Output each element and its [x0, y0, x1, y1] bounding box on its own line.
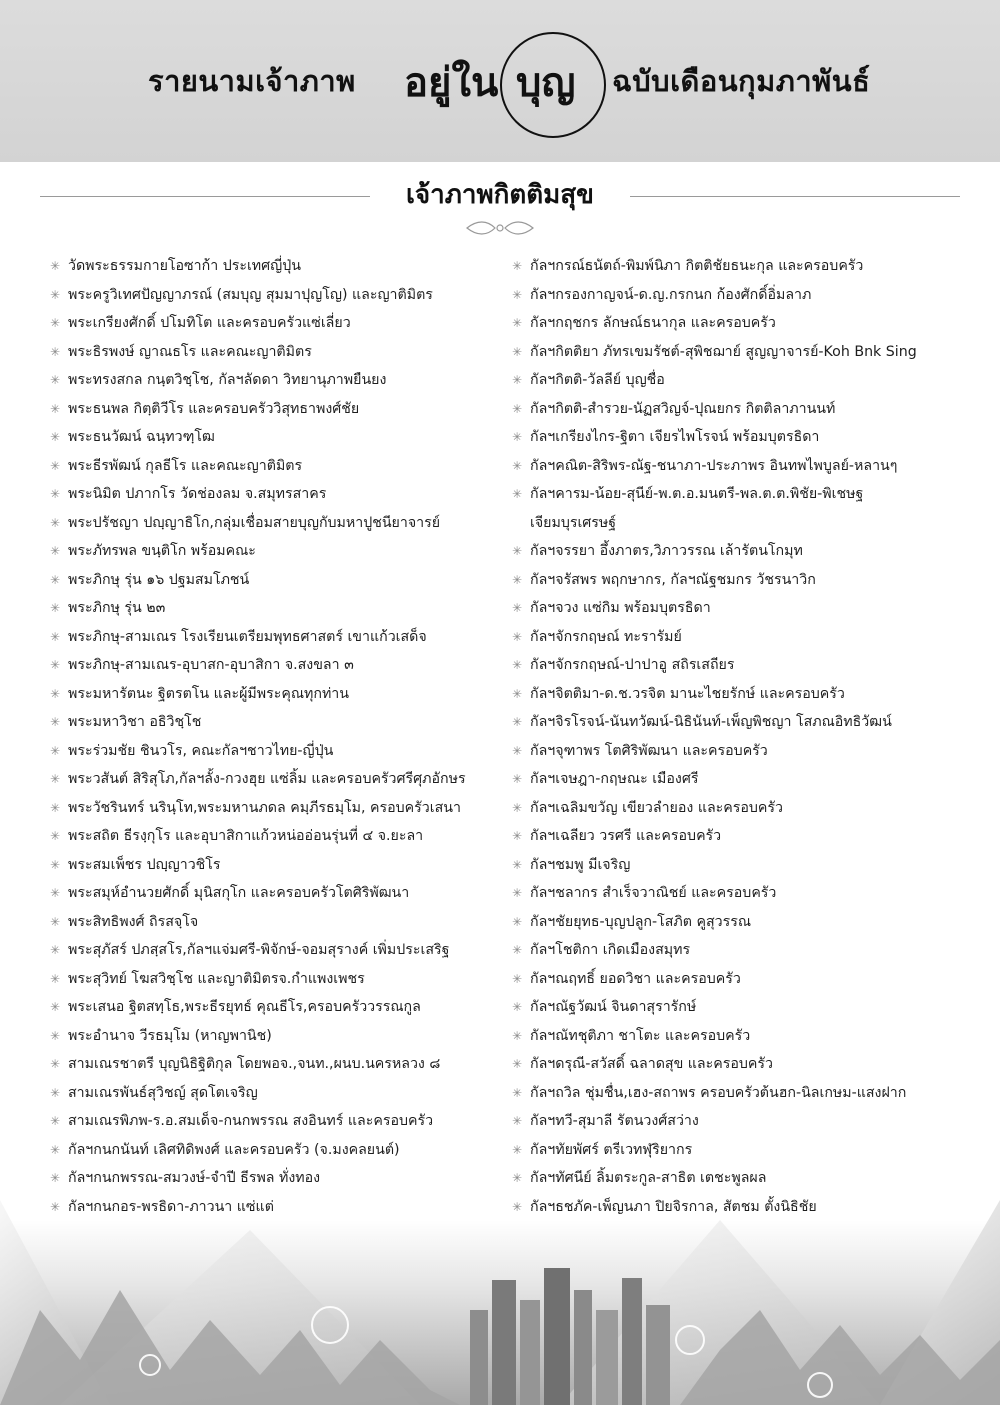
sponsor-entry	[50, 366, 490, 395]
sponsor-name: กัลฯทัยพัศร์ ตรีเวทฬุริยากร	[530, 1141, 693, 1158]
sponsor-entry	[512, 1050, 982, 1079]
sponsor-name: กัลฯจรรยา อึ้งภาตร,วิภาวรรณ เล้ารัตนโกมุท	[530, 543, 803, 559]
sponsor-name: สามเณรพันธ์สุวิชญ์ สุดโตเจริญ	[68, 1084, 258, 1101]
asterisk-bullet-icon: ✳	[50, 686, 61, 701]
sponsor-entry	[50, 338, 490, 367]
sponsor-entry	[50, 708, 490, 737]
sponsor-name: กัลฯทัศนีย์ ลิ้มตระกูล-สาธิต เตชะพูลผล	[530, 1170, 767, 1186]
asterisk-bullet-icon: ✳	[50, 914, 61, 929]
sponsor-name: พระสิทธิพงศ์ ถิรสจฺโจ	[68, 913, 199, 930]
sponsor-name: พระธนวัฒน์ ฉนฺทวฑฺโฒ	[68, 429, 215, 445]
asterisk-bullet-icon: ✳	[50, 1085, 61, 1100]
asterisk-bullet-icon: ✳	[512, 1142, 523, 1157]
sponsor-name: กัลฯจิตติมา-ด.ช.วรจิต มานะไชยรักษ์ และครอบครัว	[530, 685, 845, 702]
asterisk-bullet-icon: ✳	[50, 629, 61, 644]
sponsor-entry	[50, 623, 490, 652]
sponsor-name: กัลฯจรัสพร พฤกษากร, กัลฯณัฐชมกร วัชรนาวิก	[530, 571, 816, 588]
sponsor-list-right	[512, 252, 982, 1250]
sponsor-entry	[50, 309, 490, 338]
sponsor-entry	[512, 879, 982, 908]
sponsor-name: พระภัทรพล ขนฺติโก พร้อมคณะ	[68, 543, 256, 559]
sponsor-name: กัลฯกนกนันท์ เลิศทิดิพงศ์ และครอบครัว (จ.มงคลยนต์)	[68, 1141, 400, 1158]
asterisk-bullet-icon: ✳	[50, 1000, 61, 1014]
asterisk-bullet-icon: ✳	[512, 886, 523, 900]
sponsor-entry	[512, 1079, 982, 1108]
asterisk-bullet-icon: ✳	[512, 658, 523, 672]
sponsor-name: พระธนพล กิตฺติวีโร และครอบครัววิสุทธาพงศ์ชัย	[68, 400, 360, 417]
asterisk-bullet-icon: ✳	[50, 829, 61, 843]
sponsor-entry	[50, 851, 490, 880]
sponsor-entry	[50, 566, 490, 595]
sponsor-entry	[50, 281, 490, 310]
asterisk-bullet-icon: ✳	[50, 430, 61, 444]
asterisk-bullet-icon: ✳	[512, 316, 523, 330]
sponsor-entry	[512, 822, 982, 851]
asterisk-bullet-icon: ✳	[512, 971, 523, 986]
logo	[398, 30, 612, 140]
sponsor-entry	[50, 423, 490, 452]
asterisk-bullet-icon: ✳	[50, 1199, 61, 1214]
sponsor-name: พระเกรียงศักดิ์ ปโมทิโต และครอบครัวแซ่เลี่ยว	[68, 315, 351, 331]
sponsor-name: พระทรงสกล กนฺตวิชฺโช, กัลฯลัดดา วิทยานุภาพยืนยง	[68, 372, 387, 388]
asterisk-bullet-icon: ✳	[512, 743, 523, 758]
sponsor-name: กัลฯจักรกฤษณ์-ปาปาอู สถิรเสถียร	[530, 657, 735, 673]
sponsor-entry	[512, 1107, 982, 1136]
asterisk-bullet-icon: ✳	[50, 1057, 61, 1071]
asterisk-bullet-icon: ✳	[50, 743, 61, 758]
header-left-title: รายนามเจ้าภาพ	[148, 64, 356, 98]
asterisk-bullet-icon: ✳	[50, 572, 61, 587]
sponsor-name: กัลฯกิตติ-วัลลีย์ บุญชื่อ	[530, 372, 665, 388]
sponsor-name: กัลฯณฤทธิ์ ยอดวิชา และครอบครัว	[530, 970, 741, 987]
asterisk-bullet-icon: ✳	[512, 800, 523, 815]
sponsor-entry	[50, 480, 490, 509]
sponsor-entry	[50, 395, 490, 424]
sponsor-name: พระภิกษุ รุ่น ๒๓	[68, 600, 166, 616]
sponsor-name: กัลฯคณิต-สิริพร-ณัฐ-ชนาภา-ประภาพร อินทพไพบูลย์-หลานๆ	[530, 457, 898, 474]
sponsor-list-left	[50, 252, 490, 1250]
sponsor-name: พระภิกษุ-สามเณร โรงเรียนเตรียมพุทธศาสตร์ เขาแก้วเสด็จ	[68, 628, 427, 645]
asterisk-bullet-icon: ✳	[512, 1114, 523, 1128]
asterisk-bullet-icon: ✳	[50, 401, 61, 416]
sponsor-name: กัลฯกิตติ-สำรวย-นัฏสวิญจ์-ปุณยกร กิตติลาภานนท์	[530, 400, 836, 417]
sponsor-name: พระธีรพัฒน์ กุลธีโร และคณะญาติมิตร	[68, 457, 303, 474]
asterisk-bullet-icon: ✳	[512, 344, 523, 359]
asterisk-bullet-icon: ✳	[512, 829, 523, 843]
sponsor-name: กัลฯกรองกาญจน์-ด.ญ.กรกนก ก้องศักดิ์อิ่มลาภ	[530, 286, 812, 303]
sponsor-name: พระสุวิทย์ โฆสวิชฺโช และญาติมิตรจ.กำแพงเพชร	[68, 970, 365, 987]
asterisk-bullet-icon: ✳	[50, 857, 61, 872]
sponsor-name: กัลฯจุฑาพร โตศิริพัฒนา และครอบครัว	[530, 742, 768, 759]
sponsor-name: กัลฯกนกอร-พรธิดา-ภาวนา แซ่แต่	[68, 1198, 274, 1215]
asterisk-bullet-icon: ✳	[50, 800, 61, 815]
asterisk-bullet-icon: ✳	[512, 544, 523, 558]
asterisk-bullet-icon: ✳	[512, 572, 523, 587]
sponsor-name: กัลฯณัฐวัฒน์ จินดาสุรารักษ์	[530, 999, 697, 1015]
sponsor-name: กัลฯกนกพรรณ-สมวงษ์-จำปี ธีรพล ทั่งทอง	[68, 1170, 321, 1186]
asterisk-bullet-icon: ✳	[50, 772, 61, 786]
sponsor-entry	[512, 452, 982, 481]
sponsor-entry	[50, 594, 490, 623]
sponsor-name: พระธิรพงษ์ ญาณธโร และคณะญาติมิตร	[68, 343, 312, 360]
sponsor-name: กัลฯดรุณี-สวัสดิ์ ฉลาดสุข และครอบครัว	[530, 1056, 773, 1072]
sponsor-name: สามเณรชาตรี บุญนิธิฐิติกุล โดยพอจ.,จนท.,ผนบ.นครหลวง ๘	[68, 1056, 441, 1072]
asterisk-bullet-icon: ✳	[50, 487, 61, 501]
asterisk-bullet-icon: ✳	[50, 658, 61, 672]
sponsor-name: กัลฯณัทชุติภา ชาโตะ และครอบครัว	[530, 1027, 751, 1044]
sponsor-name: กัลฯกิตติยา ภัทรเขมรัชต์-สุพิชฌาย์ สูญญาจารย์-Koh Bnk Sing	[530, 343, 917, 360]
sponsor-entry	[512, 737, 982, 766]
asterisk-bullet-icon: ✳	[512, 715, 523, 729]
sponsor-name: กัลฯกฤชกร ลักษณ์ธนากุล และครอบครัว	[530, 315, 776, 331]
sponsor-name: วัดพระธรรมกายโอซาก้า ประเทศญี่ปุ่น	[68, 258, 301, 274]
asterisk-bullet-icon: ✳	[512, 487, 523, 501]
logo-word-1: อยู่ใน	[404, 59, 499, 106]
sponsor-name: พระสมุห์อำนวยศักดิ์ มุนิสกุโก และครอบครัวโตศิริพัฒนา	[68, 885, 410, 901]
asterisk-bullet-icon: ✳	[50, 971, 61, 986]
asterisk-bullet-icon: ✳	[512, 259, 523, 273]
sponsor-name: เจียมบุรเศรษฐ์	[530, 514, 617, 531]
sponsor-name: พระเสนอ ฐิตสทฺโธ,พระธีรยุทธ์ คุณธีโร,ครอบครัววรรณกูล	[68, 999, 421, 1015]
sponsor-name: พระสมเพ็ชร ปญฺญาวชิโร	[68, 856, 221, 873]
asterisk-bullet-icon: ✳	[512, 601, 523, 615]
asterisk-bullet-icon: ✳	[50, 1028, 61, 1043]
sponsor-name: พระภิกษุ-สามเณร-อุบาสก-อุบาสิกา จ.สงขลา ๓	[68, 657, 354, 673]
sponsor-entry	[50, 879, 490, 908]
asterisk-bullet-icon: ✳	[512, 1057, 523, 1071]
asterisk-bullet-icon: ✳	[50, 886, 61, 900]
sponsor-name: กัลฯโชติกา เกิดเมืองสมุทร	[530, 942, 691, 958]
sponsor-entry	[50, 1079, 490, 1108]
sponsor-entry	[512, 765, 982, 794]
asterisk-bullet-icon: ✳	[50, 544, 61, 558]
sponsor-name: พระอำนาจ วีรธมฺโม (หาญพานิช)	[68, 1027, 272, 1044]
sponsor-entry	[512, 480, 982, 509]
sponsor-entry	[50, 737, 490, 766]
sponsor-entry	[512, 281, 982, 310]
sponsor-name: พระวสันต์ สิริสุโภ,กัลฯลั้ง-กวงฮุย แซ่ลิ้ม และครอบครัวศรีศุภอักษร	[68, 771, 466, 787]
asterisk-bullet-icon: ✳	[512, 401, 523, 416]
sponsor-name: กัลฯจวง แซ่กิม พร้อมบุตรธิดา	[530, 600, 711, 616]
sponsor-name: กัลฯเฉลียว วรศรี และครอบครัว	[530, 828, 722, 844]
asterisk-bullet-icon: ✳	[50, 344, 61, 359]
asterisk-bullet-icon: ✳	[512, 1085, 523, 1100]
sponsor-name: กัลฯชัยยุทธ-บุญปลูก-โสภิต คูสุวรรณ	[530, 913, 752, 930]
asterisk-bullet-icon: ✳	[512, 629, 523, 644]
sponsor-name: กัลฯกรณ์ธนัตถ์-พิมพ์นิภา กิตติชัยธนะกุล และครอบครัว	[530, 258, 864, 274]
asterisk-bullet-icon: ✳	[50, 458, 61, 473]
sponsor-entry	[512, 338, 982, 367]
sponsor-entry	[512, 680, 982, 709]
sponsor-entry	[512, 936, 982, 965]
sponsor-entry	[512, 509, 982, 538]
asterisk-bullet-icon: ✳	[512, 1000, 523, 1014]
asterisk-bullet-icon: ✳	[50, 1114, 61, 1128]
sponsor-name: พระครูวิเทศปัญญาภรณ์ (สมบุญ สุมมาปุญโญ) และญาติมิตร	[68, 286, 433, 303]
sponsor-entry	[50, 1050, 490, 1079]
ornament-icon	[465, 218, 535, 238]
sponsor-name: กัลฯชมพู มีเจริญ	[530, 856, 631, 873]
sponsor-entry	[512, 965, 982, 994]
sponsor-name: พระภิกษุ รุ่น ๑๖ ปฐมสมโภชน์	[68, 571, 250, 588]
sponsor-entry	[512, 423, 982, 452]
asterisk-bullet-icon: ✳	[512, 943, 523, 957]
asterisk-bullet-icon: ✳	[50, 1171, 61, 1185]
sponsor-entry	[50, 993, 490, 1022]
sponsor-name: สามเณรพิภพ-ร.อ.สมเด็จ-กนกพรรณ สงอินทร์ และครอบครัว	[68, 1113, 434, 1129]
footer-crystal-illustration	[0, 1160, 1000, 1405]
sponsor-name: กัลฯจิรโรจน์-นันทวัฒน์-นิธินันท์-เพ็ญพิชญา โสภณอิทธิวัฒน์	[530, 714, 892, 730]
sponsor-entry	[50, 452, 490, 481]
asterisk-bullet-icon: ✳	[512, 430, 523, 444]
sponsor-entry	[50, 1022, 490, 1051]
sponsor-name: กัลฯชลากร สำเร็จวาณิชย์ และครอบครัว	[530, 885, 777, 901]
sponsor-entry	[50, 651, 490, 680]
asterisk-bullet-icon: ✳	[512, 772, 523, 786]
header-right-title: ฉบับเดือนกุมภาพันธ์	[612, 64, 871, 98]
sponsor-entry	[50, 822, 490, 851]
sponsor-entry	[50, 1107, 490, 1136]
asterisk-bullet-icon: ✳	[50, 373, 61, 387]
sponsor-entry	[512, 708, 982, 737]
asterisk-bullet-icon: ✳	[512, 857, 523, 872]
sponsor-name: พระปรัชญา ปญฺญาธิโก,กลุ่มเชื่อมสายบุญกับมหาปูชนียาจารย์	[68, 514, 441, 531]
sponsor-name: กัลฯเกรียงไกร-ฐิตา เจียรไพโรจน์ พร้อมบุตรธิดา	[530, 429, 820, 445]
sponsor-entry	[512, 537, 982, 566]
asterisk-bullet-icon: ✳	[512, 1028, 523, 1043]
sponsor-entry	[512, 594, 982, 623]
asterisk-bullet-icon: ✳	[512, 1171, 523, 1185]
asterisk-bullet-icon: ✳	[512, 1199, 523, 1214]
logo-word-2: บุญ	[516, 59, 576, 106]
sponsor-name: พระสุภัสร์ ปภสฺสโร,กัลฯแจ่มศรี-พิจักษ์-จอมสุรางค์ เพิ่มประเสริฐ	[68, 942, 450, 958]
sponsor-name: พระสถิต ธีรงฺกุโร และอุบาสิกาแก้วหน่ออ่อนรุ่นที่ ๔ จ.ยะลา	[68, 828, 424, 844]
asterisk-bullet-icon: ✳	[50, 601, 61, 615]
section-title: เจ้าภาพกิตติมสุข	[406, 180, 594, 210]
sponsor-entry	[512, 309, 982, 338]
sponsor-entry	[512, 623, 982, 652]
divider-right	[630, 196, 960, 197]
sponsor-name: กัลฯเฉลิมขวัญ เขียวลำยอง และครอบครัว	[530, 799, 784, 816]
sponsor-name: พระนิมิต ปภากโร วัดช่องลม จ.สมุทรสาคร	[68, 486, 327, 502]
sponsor-entry	[50, 537, 490, 566]
asterisk-bullet-icon: ✳	[50, 259, 61, 273]
sponsor-entry	[512, 395, 982, 424]
sponsor-entry	[50, 252, 490, 281]
sponsor-entry	[512, 908, 982, 937]
sponsor-name: กัลฯจักรกฤษณ์ ทะรารัมย์	[530, 628, 682, 645]
asterisk-bullet-icon: ✳	[512, 287, 523, 302]
sponsor-name: พระมหาวิชา อธิวิชฺโช	[68, 714, 202, 730]
asterisk-bullet-icon: ✳	[50, 943, 61, 957]
sponsor-name: พระวัชรินทร์ นรินฺโท,พระมหานภดล คมฺภีรธมฺโม, ครอบครัวเสนา	[68, 799, 461, 816]
asterisk-bullet-icon: ✳	[50, 1142, 61, 1157]
sponsor-entry	[50, 794, 490, 823]
sponsor-entry	[50, 680, 490, 709]
asterisk-bullet-icon: ✳	[512, 686, 523, 701]
asterisk-bullet-icon: ✳	[50, 715, 61, 729]
sponsor-entry	[512, 1022, 982, 1051]
asterisk-bullet-icon: ✳	[512, 373, 523, 387]
asterisk-bullet-icon: ✳	[50, 515, 61, 530]
sponsor-name: กัลฯเจษฎา-กฤษณะ เมืองศรี	[530, 771, 699, 787]
asterisk-bullet-icon: ✳	[512, 458, 523, 473]
sponsor-entry	[512, 993, 982, 1022]
asterisk-bullet-icon: ✳	[50, 316, 61, 330]
asterisk-bullet-icon: ✳	[512, 914, 523, 929]
sponsor-entry	[50, 908, 490, 937]
sponsor-entry	[512, 794, 982, 823]
sponsor-entry	[50, 765, 490, 794]
sponsor-name: พระมหารัตนะ ฐิตรตโน และผู้มีพระคุณทุกท่าน	[68, 685, 349, 702]
sponsor-name: กัลฯธชภัค-เพ็ญนภา ปิยจิรกาล, สัตชม ตั้งนิธิชัย	[530, 1198, 817, 1215]
sponsor-name: พระร่วมชัย ชินวโร, คณะกัลฯชาวไทย-ญี่ปุ่น	[68, 742, 334, 759]
sponsor-entry	[512, 651, 982, 680]
sponsor-entry	[512, 566, 982, 595]
asterisk-bullet-icon: ✳	[50, 287, 61, 302]
logo-graphic	[398, 30, 612, 140]
sponsor-entry	[512, 252, 982, 281]
sponsor-entry	[50, 965, 490, 994]
sponsor-name: กัลฯถวิล ชุ่มชื่น,เฮง-สถาพร ครอบครัวต้นฮก-นิลเกษม-แสงฝาก	[530, 1084, 907, 1101]
sponsor-entry	[50, 936, 490, 965]
sponsor-name: กัลฯคารม-น้อย-สุนีย์-พ.ต.อ.มนตรี-พล.ต.ต.พิชัย-พิเชษฐ	[530, 486, 864, 502]
sponsor-entry	[512, 851, 982, 880]
sponsor-entry	[512, 366, 982, 395]
sponsor-entry	[50, 509, 490, 538]
sponsor-name: กัลฯทวี-สุมาลี รัตนวงศ์สว่าง	[530, 1113, 699, 1129]
